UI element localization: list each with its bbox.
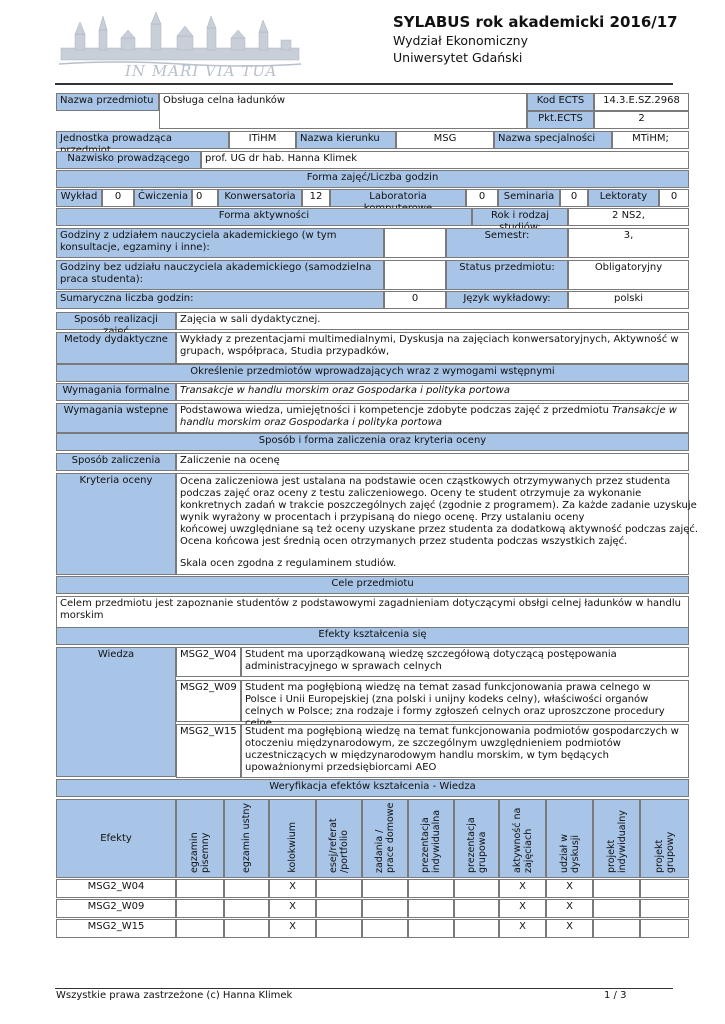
study-year-label: Rok i rodzaj — [472, 208, 568, 226]
field-value: MSG — [396, 131, 494, 149]
outcome-code: MSG2_W09 — [176, 680, 241, 722]
criteria-value — [176, 473, 699, 575]
method-column-header — [499, 799, 546, 878]
effects-header: Efekty — [56, 799, 176, 878]
verification-mark — [316, 899, 362, 918]
verification-mark — [316, 879, 362, 898]
method-column-label: projekt indywidualny — [605, 810, 628, 873]
verification-mark — [640, 899, 689, 918]
effect-code: MSG2_W15 — [56, 919, 176, 938]
verification-mark — [454, 899, 499, 918]
verification-mark: X — [546, 879, 593, 898]
verification-mark — [176, 879, 224, 898]
lab-label: Laboratoria — [330, 189, 466, 207]
verification-mark — [593, 899, 640, 918]
logo-motto: IN MARI VIA TUA — [125, 62, 278, 80]
method-column-header — [593, 799, 640, 878]
verification-mark — [362, 919, 408, 938]
methods-value: Wykłady z prezentacjami multimedialnymi, Dyskusja na zajęciach konwersatoryjnych, Aktywność w grupach, współpraca, Studia przypadków, — [176, 332, 689, 364]
seminar-label: Seminaria — [498, 189, 560, 207]
university-name: Uniwersytet Gdański — [393, 50, 523, 65]
method-column-label: prezentacja grupowa — [465, 817, 488, 873]
method-column-header — [269, 799, 316, 878]
verification-mark: X — [499, 879, 546, 898]
method-column-label: prezentacja indywidualna — [420, 809, 442, 873]
assessment-section-header: Sposób i forma zaliczenia oraz kryteria oceny — [56, 433, 689, 451]
total-hours-label: Sumaryczna liczba godzin: — [56, 291, 384, 309]
criteria-line: wynik wyrażony w procentach i przypisaną do niego ocenę. Przy ustalaniu oceny — [180, 512, 585, 523]
criteria-line: Ocena zaliczeniowa jest ustalana na podstawie ocen cząstkowych otrzymywanych przez studenta — [180, 476, 671, 487]
contact-hours-value — [384, 228, 446, 258]
method-column-label: zadania / prace domowe — [374, 802, 396, 873]
criteria-line: konkretnych zadań w trakcie poszczególnych zajęć (zgodnie z programem). Za każde zadanie uzyskuje — [180, 500, 697, 511]
assessment-mode-label: Sposób zaliczenia — [56, 453, 176, 471]
realization-value: Zajęcia w sali dydaktycznej. — [176, 312, 689, 330]
ects-code-value: 14.3.E.SZ.2968 — [594, 93, 689, 111]
methods-label: Metody dydaktyczne — [56, 332, 176, 364]
initial-req-label: Wymagania wstepne — [56, 403, 176, 433]
header-rule — [55, 83, 673, 85]
verification-mark — [362, 879, 408, 898]
forms-section-header: Forma zajęć/Liczba godzin — [56, 170, 689, 188]
verification-mark — [454, 919, 499, 938]
seminar-hours: 0 — [560, 189, 588, 207]
effect-code: MSG2_W04 — [56, 879, 176, 898]
verification-mark: X — [269, 879, 316, 898]
lecture-hours: 0 — [102, 189, 134, 207]
method-column-header — [362, 799, 408, 878]
conversatory-label: Konwersatoria — [218, 189, 302, 207]
verification-mark — [176, 919, 224, 938]
method-column-label: egzamin pisemny — [189, 832, 211, 873]
criteria-label: Kryteria oceny — [56, 473, 176, 575]
total-hours-value: 0 — [384, 291, 446, 309]
course-name-label: Nazwa przedmiotu — [56, 93, 159, 111]
verification-mark — [362, 899, 408, 918]
language-value: polski — [568, 291, 689, 309]
exercises-hours: 0 — [192, 189, 218, 207]
lecture-label: Wykład — [56, 189, 102, 207]
lectorate-label: Lektoraty — [588, 189, 659, 207]
activity-section-header: Forma aktywności — [56, 208, 472, 226]
outcomes-section-header: Efekty kształcenia się — [56, 627, 689, 645]
outcome-code: MSG2_W04 — [176, 647, 241, 677]
method-column-header — [546, 799, 593, 878]
lecturer-value: prof. UG dr hab. Hanna Klimek — [201, 151, 689, 169]
method-column-label: projekt grupowy — [653, 831, 676, 873]
verification-mark — [593, 879, 640, 898]
method-column-label: egzamin ustny — [241, 803, 252, 873]
verification-mark — [408, 899, 454, 918]
self-study-label: Godziny bez udziału nauczyciela akademickiego (samodzielna praca studenta): — [56, 260, 384, 290]
outcome-text: Student ma pogłębioną wiedzę na temat zasad funkcjonowania prawa celnego w Polsce i Unii Europejskiej (zna polski i unijny kodeks celny), właściwości organów celnych w Polsce; zna rodzaje i formy zgłoszeń celnych oraz uproszczone procedury — [241, 680, 689, 722]
method-column-label: kolokwium — [287, 822, 298, 873]
verification-mark — [408, 919, 454, 938]
verification-mark — [593, 919, 640, 938]
outcomes-category: Wiedza — [56, 647, 176, 777]
grading-scale: Skala ocen zgodna z regulaminem studiów. — [180, 558, 397, 569]
assessment-mode-value: Zaliczenie na ocenę — [176, 453, 689, 471]
verification-mark: X — [269, 899, 316, 918]
verification-mark — [224, 879, 269, 898]
method-column-header — [408, 799, 454, 878]
method-column-header — [454, 799, 499, 878]
unit-value: ITiHM — [229, 131, 296, 149]
ects-points-value: 2 — [594, 111, 689, 129]
method-column-label: esej/referat /portfolio — [328, 818, 350, 873]
status-value: Obligatoryjny — [568, 260, 689, 290]
initial-req-courses-2: handlu morskim oraz Gospodarka i polityka portowa — [180, 417, 442, 428]
verification-mark — [224, 899, 269, 918]
footer-rule — [55, 988, 673, 989]
syllabus-title: SYLABUS rok akademicki 2016/17 — [393, 13, 678, 31]
semester-label: Semestr: — [446, 228, 568, 258]
course-name-value: Obsługa celna ładunków — [159, 93, 527, 129]
method-column-header — [640, 799, 689, 878]
language-label: Język wykładowy: — [446, 291, 568, 309]
initial-req-courses-1: Transakcje w — [612, 405, 677, 416]
verification-mark — [316, 919, 362, 938]
formal-req-label: Wymagania formalne — [56, 383, 176, 401]
footer-page-number: 1 / 3 — [604, 990, 627, 1001]
verification-mark — [640, 919, 689, 938]
goals-section-header: Cele przedmiotu — [56, 576, 689, 594]
goals-text: Celem przedmiotu jest zapoznanie studentów z podstawowymi zagadnieniam dotyczącymi obsłgi celnej ładunków w handlu morskim — [56, 596, 689, 628]
exercises-label: Ćwiczenia — [134, 189, 192, 207]
faculty-name: Wydział Ekonomiczny — [393, 33, 529, 48]
university-logo — [55, 10, 305, 82]
ects-points-label: Pkt.ECTS — [527, 111, 594, 129]
verification-mark: X — [546, 899, 593, 918]
verification-mark: X — [546, 919, 593, 938]
effect-code: MSG2_W09 — [56, 899, 176, 918]
self-study-value — [384, 260, 446, 290]
formal-req-value: Transakcje w handlu morskim oraz Gospodarka i polityka portowa — [176, 383, 689, 401]
method-column-label: udział w dyskusji — [558, 834, 581, 873]
footer-copyright: Wszystkie prawa zastrzeżone (c) Hanna Klimek — [56, 990, 293, 1001]
unit-label: Jednostka prowadząca — [56, 131, 229, 149]
criteria-line: Ocena końcowa jest średnią ocen otrzymanych przez studenta podczas wszystkich zajęć. — [180, 536, 628, 547]
study-year-value: 2 NS2, — [568, 208, 689, 226]
verification-mark: X — [499, 919, 546, 938]
lab-hours: 0 — [466, 189, 498, 207]
outcome-text: Student ma uporządkowaną wiedzę szczegółową dotyczącą postępowania administracyjnego w sprawach celnych — [241, 647, 689, 677]
method-column-header — [224, 799, 269, 878]
outcome-text: Student ma pogłębioną wiedzę na temat funkcjonowania podmiotów gospodarczych w otoczeniu międzynarodowym, ze szczególnym uwzględnieniem podmiotów uczestniczących w międzynarodowym handlu morskim, w tym będących upoważnionymi przedsiębiorcami AEO — [241, 724, 689, 778]
verification-mark: X — [499, 899, 546, 918]
method-column-header — [176, 799, 224, 878]
initial-req-value — [176, 403, 689, 433]
ects-code-label: Kod ECTS — [527, 93, 594, 111]
initial-req-prefix: Podstawowa wiedza, umiejętności i kompetencje zdobyte podczas zajęć z przedmiotu — [180, 405, 613, 416]
method-column-label: aktywność na zajęciach — [511, 807, 534, 873]
verification-mark: X — [269, 919, 316, 938]
criteria-line: podczas zajęć oraz oceny z testu zaliczeniowego. Oceny te student otrzymuje za wykonanie — [180, 488, 642, 499]
method-column-header — [316, 799, 362, 878]
outcome-code: MSG2_W15 — [176, 724, 241, 778]
prereq-section-header: Określenie przedmiotów wprowadzających wraz z wymogami wstępnymi — [56, 364, 689, 382]
realization-label: Sposób realizacji — [56, 312, 176, 330]
verification-mark — [640, 879, 689, 898]
specialty-value: MTiHM; — [612, 131, 689, 149]
conversatory-hours: 12 — [302, 189, 330, 207]
criteria-line: końcowej uwzględniane są też oceny uzyskane przez studenta za dodatkową aktywność podczas zajęć. — [180, 524, 699, 535]
verification-mark — [176, 899, 224, 918]
lectorate-hours: 0 — [659, 189, 689, 207]
field-label: Nazwa kierunku — [296, 131, 396, 149]
specialty-label: Nazwa specjalności — [494, 131, 612, 149]
verification-mark — [408, 879, 454, 898]
verification-mark — [224, 919, 269, 938]
verification-mark — [454, 879, 499, 898]
contact-hours-label: Godziny z udziałem nauczyciela akademickiego (w tym konsultacje, egzaminy i inne): — [56, 228, 384, 258]
lecturer-label: Nazwisko prowadzącego — [56, 151, 201, 169]
status-label: Status przedmiotu: — [446, 260, 568, 290]
semester-value: 3, — [568, 228, 689, 258]
verification-section-header: Weryfikacja efektów kształcenia - Wiedza — [56, 779, 689, 797]
